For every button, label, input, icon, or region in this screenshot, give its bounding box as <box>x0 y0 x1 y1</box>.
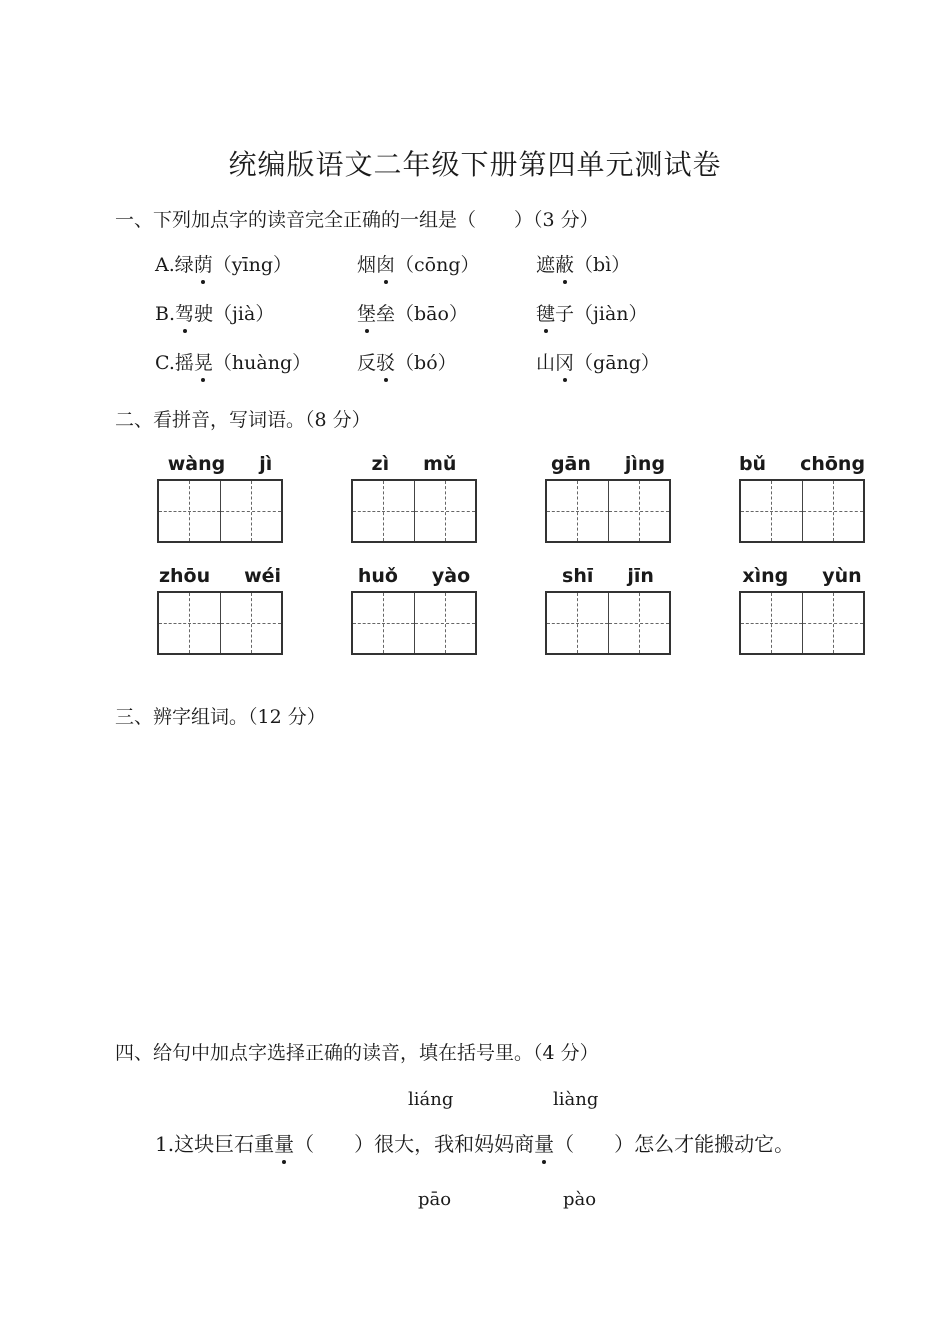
pinyin-choice: liàng <box>553 1089 599 1110</box>
writing-grid[interactable] <box>351 479 477 543</box>
option-a-item1: A.绿荫（yīng） <box>155 250 292 277</box>
dotted-char: 量 <box>274 1128 294 1157</box>
writing-grid[interactable] <box>157 591 283 655</box>
question-sentence: 1.这块巨石重量（ ）很大，我和妈妈商量（ ）怎么才能搬动它。 <box>155 1128 794 1157</box>
writing-grid[interactable] <box>739 591 865 655</box>
option-c-item2: 反驳（bó） <box>357 348 457 375</box>
pinyin-choice: pāo <box>418 1189 452 1210</box>
option-b-item1: B.驾驶（jià） <box>155 299 274 326</box>
section2-heading: 二、看拼音，写词语。（8 分） <box>115 409 371 431</box>
writing-grid[interactable] <box>545 479 671 543</box>
dotted-char: 驳 <box>376 348 395 375</box>
writing-grid[interactable] <box>545 591 671 655</box>
answer-blank[interactable]: （ ）怎么才能搬动它。 <box>554 1132 795 1156</box>
page-title: 统编版语文二年级下册第四单元测试卷 <box>228 148 722 181</box>
option-c-item1: C.摇晃（huàng） <box>155 348 311 375</box>
pinyin-label: huǒ yào <box>357 565 471 587</box>
section1-heading: 一、下列加点字的读音完全正确的一组是（ ）（3 分） <box>115 209 599 231</box>
pinyin-label: shī jīn <box>562 565 654 587</box>
dotted-char: 囱 <box>376 250 395 277</box>
pinyin-label: xìng yùn <box>742 565 862 587</box>
section4-heading: 四、给句中加点字选择正确的读音，填在括号里。（4 分） <box>115 1042 599 1064</box>
section3-heading: 三、辨字组词。（12 分） <box>115 706 326 728</box>
dotted-char: 晃 <box>194 348 213 375</box>
answer-blank[interactable]: （ ）很大，我和妈妈商 <box>294 1132 535 1156</box>
pinyin-label: zhōu wéi <box>158 565 282 587</box>
pinyin-label: gān jìng <box>550 453 666 475</box>
writing-grid[interactable] <box>739 479 865 543</box>
pinyin-choice: pào <box>563 1189 597 1210</box>
option-b-item3: 毽子（jiàn） <box>536 299 648 326</box>
dotted-char: 蔽 <box>555 250 574 277</box>
option-a-item2: 烟囱（cōng） <box>357 250 480 277</box>
option-a-item3: 遮蔽（bì） <box>536 250 630 277</box>
dotted-char: 堡 <box>357 299 376 326</box>
dotted-char: 驾 <box>175 299 194 326</box>
option-c-item3: 山冈（gāng） <box>536 348 660 375</box>
pinyin-label: wàng jì <box>167 453 273 475</box>
writing-grid[interactable] <box>351 591 477 655</box>
pinyin-label: zì mǔ <box>371 453 457 475</box>
dotted-char: 荫 <box>194 250 213 277</box>
pinyin-choice: liáng <box>408 1089 454 1110</box>
pinyin-label: bǔ chōng <box>738 453 866 475</box>
dotted-char: 冈 <box>555 348 574 375</box>
dotted-char: 量 <box>534 1128 554 1157</box>
option-b-item2: 堡垒（bāo） <box>357 299 468 326</box>
writing-grid[interactable] <box>157 479 283 543</box>
dotted-char: 毽 <box>536 299 555 326</box>
